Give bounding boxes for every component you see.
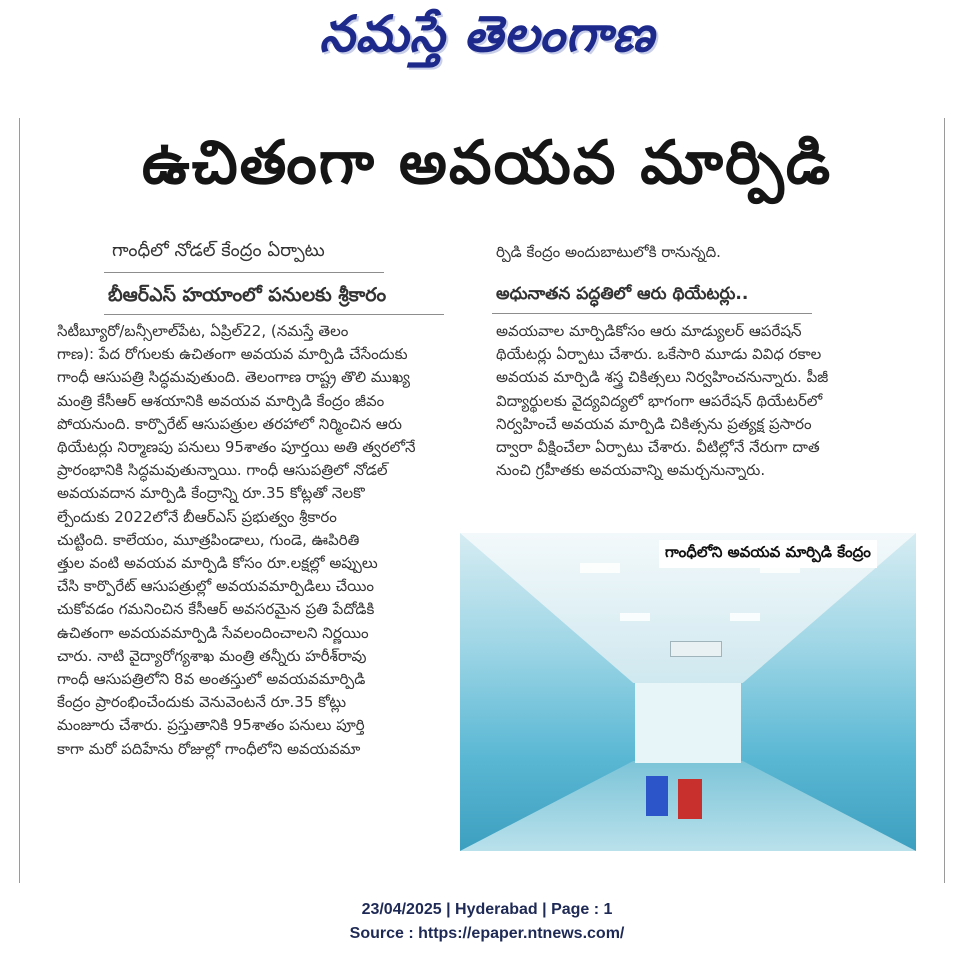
- left-margin-rule: [19, 118, 20, 883]
- article-line: మంత్రి కేసీఆర్ ఆశయానికి అవయవ మార్పిడి కేంద్రం జీవం: [57, 391, 385, 410]
- article-line: నుంచి గ్రహీతకు అవయవాన్ని అమర్చనున్నారు.: [496, 461, 766, 480]
- photo-red-door: [678, 779, 702, 819]
- article-line: చేసి కార్పొరేట్ ఆసుపత్రుల్లో అవయవమార్పిడిలు చేయిం: [57, 577, 374, 596]
- article-line: థియేటర్లు నిర్మాణపు పనులు 95శాతం పూర్తయి అతి త్వరలోనే: [57, 438, 416, 457]
- footer-source: Source : https://epaper.ntnews.com/: [349, 925, 625, 942]
- subheading-divider: [104, 314, 444, 315]
- photo-ceiling-light: [580, 563, 620, 573]
- subheading-divider: [104, 272, 384, 273]
- article-line: మంజూరు చేశారు. ప్రస్తుతానికి 95శాతం పనులు పూర్తి: [57, 716, 365, 735]
- article-line: ఉచితంగా అవయవమార్పిడి సేవలందించాలని నిర్ణయిం: [57, 623, 369, 642]
- article-line: విద్యార్థులకు వైద్యవిద్యలో భాగంగా ఆపరేషన్ థియేటర్‌లో: [496, 391, 823, 410]
- article-line: ద్వారా వీక్షించేలా ఏర్పాటు చేశారు. వీటిల్లోనే నేరుగా దాత: [496, 438, 820, 457]
- masthead-logo: నమస్తే తెలంగాణ: [319, 4, 655, 63]
- article-column-1: [57, 320, 477, 761]
- column2-continuation: ర్పిడి కేంద్రం అందుబాటులోకి రానున్నది.: [496, 243, 721, 261]
- photo-blue-door: [646, 776, 668, 816]
- subheading-divider: [492, 313, 812, 314]
- article-line: థియేటర్లు ఏర్పాటు చేశారు. ఒకేసారి మూడు వివిధ రకాల: [496, 345, 822, 364]
- article-line: చారు. నాటి వైద్యారోగ్యశాఖ మంత్రి తన్నీరు హరీశ్‌రావు: [57, 646, 367, 665]
- article-line: చుట్టింది. కాలేయం, మూత్రపిండాలు, గుండె, ఊపిరితి: [57, 530, 360, 549]
- subheading-nodal-centre: గాంధీలో నోడల్ కేంద్రం ఏర్పాటు: [112, 240, 325, 261]
- photo-vent: [670, 641, 722, 657]
- hospital-corridor-photo: [460, 533, 916, 851]
- article-line: ల్పేందుకు 2022లోనే బీఆర్ఎస్ ప్రభుత్వం శ్రీకారం: [57, 507, 337, 526]
- article-line: అవయవదాన మార్పిడి కేంద్రాన్ని రూ.35 కోట్లతో నెలకొ: [57, 484, 365, 503]
- photo-caption: గాంధీలోని అవయవ మార్పిడి కేంద్రం: [659, 540, 877, 568]
- photo-ceiling-light: [730, 613, 760, 621]
- article-line: గాంధీ ఆసుపత్రిలోని 8వ అంతస్తులో అవయవమార్పిడి: [57, 670, 366, 689]
- article-line: చుకోవడం గమనించిన కేసీఆర్ అవసరమైన ప్రతి పేదోడికి: [57, 600, 375, 619]
- article-line: కేంద్రం ప్రారంభించేందుకు వెనువెంటనే రూ.35 కోట్లు: [57, 693, 347, 712]
- article-line: అవయవాల మార్పిడికోసం ఆరు మాడ్యులర్ ఆపరేషన్: [496, 322, 802, 340]
- footer-date-page: 23/04/2025 | Hyderabad | Page : 1: [361, 901, 613, 918]
- photo-ceiling-light: [620, 613, 650, 621]
- article-line: పోయనుంది. కార్పొరేట్ ఆసుపత్రుల తరహాలో నిర్మించిన ఆరు: [57, 414, 402, 433]
- headline: ఉచితంగా అవయవ మార్పిడి: [141, 128, 833, 198]
- article-line: అవయవ మార్పిడి శస్త్ర చికిత్సలు నిర్వహించనున్నారు. పీజీ: [496, 368, 829, 387]
- article-line: గాంధీ ఆసుపత్రి సిద్ధమవుతుంది. తెలంగాణ రాష్ట్ర తొలి ముఖ్య: [57, 368, 410, 387]
- subheading-brs-works: బీఆర్ఎస్ హయాంలో పనులకు శ్రీకారం: [108, 284, 387, 306]
- subheading-six-theatres: అధునాతన పద్ధతిలో ఆరు థియేటర్లు..: [496, 284, 749, 304]
- right-margin-rule: [944, 118, 945, 883]
- article-line: త్తుల వంటి అవయవ మార్పిడి కోసం రూ.లక్షల్లో అప్పులు: [57, 554, 378, 573]
- article-column-2: [496, 320, 916, 482]
- article-line: ప్రారంభానికి సిద్ధమవుతున్నాయి. గాంధీ ఆసుపత్రిలో నోడల్: [57, 461, 388, 480]
- article-line: సిటీబ్యూరో/బన్సీలాల్‌పేట, ఏప్రిల్22, (నమస్తే తెలం: [57, 322, 349, 340]
- article-line: కాగా మరో పదిహేను రోజుల్లో గాంధీలోని అవయవమా: [57, 739, 361, 758]
- article-line: నిర్వహించే అవయవ మార్పిడి చికిత్సను ప్రత్యక్ష ప్రసారం: [496, 414, 812, 433]
- photo-corridor-end: [635, 683, 741, 763]
- article-line: గాణ): పేద రోగులకు ఉచితంగా అవయవ మార్పిడి చేసేందుకు: [57, 345, 408, 364]
